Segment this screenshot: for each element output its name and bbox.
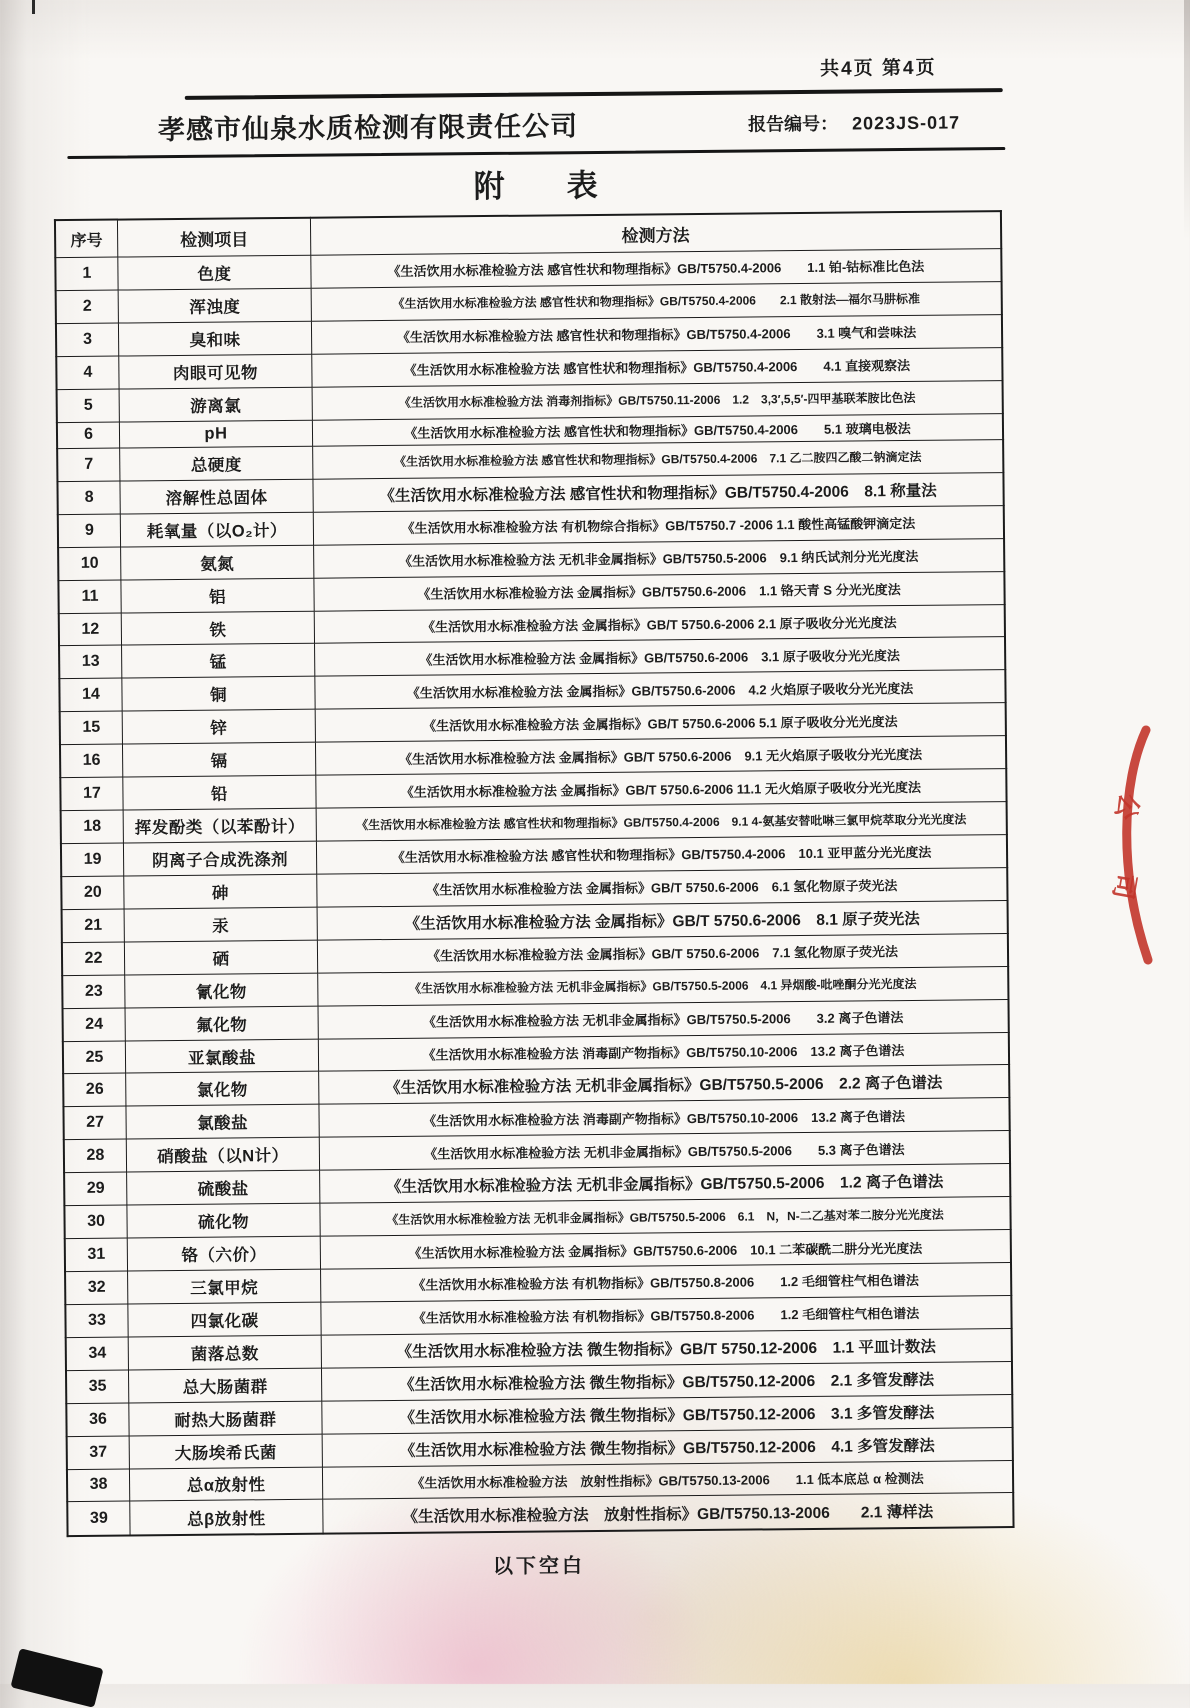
row-item: 砷 <box>124 874 317 909</box>
row-number: 22 <box>62 942 125 976</box>
row-number: 24 <box>63 1008 126 1042</box>
row-method: 《生活饮用水标准检验方法 无机非金属指标》GB/T5750.5-2006 5.3 离子色谱法 <box>319 1131 1010 1171</box>
row-item: 氯化物 <box>126 1072 319 1107</box>
row-method: 《生活饮用水标准检验方法 消毒副产物指标》GB/T5750.10-2006 13.2 离子色谱法 <box>319 1098 1010 1138</box>
row-number: 38 <box>67 1469 130 1503</box>
row-number: 2 <box>56 290 119 324</box>
row-method: 《生活饮用水标准检验方法 金属指标》GB/T5750.6-2006 1.1 铬天青 S 分光光度法 <box>314 571 1005 611</box>
header-rule-top <box>185 88 1003 100</box>
row-number: 36 <box>66 1403 129 1437</box>
row-item: 总大肠菌群 <box>128 1368 321 1403</box>
row-number: 11 <box>58 580 121 614</box>
row-method: 《生活饮用水标准检验方法 感官性状和物理指标》GB/T5750.4-2006 8.1 称量法 <box>313 472 1004 512</box>
page-title: 附 表 <box>473 167 598 205</box>
row-number: 28 <box>64 1139 127 1173</box>
row-number: 13 <box>59 646 122 680</box>
row-number: 32 <box>65 1271 128 1305</box>
row-number: 25 <box>63 1041 126 1075</box>
row-number: 35 <box>66 1370 129 1404</box>
row-item: 氟化物 <box>125 1006 318 1041</box>
row-item: 氯酸盐 <box>126 1105 319 1140</box>
row-item: 镉 <box>122 742 315 777</box>
row-item: 大肠埃希氏菌 <box>129 1434 322 1469</box>
row-item: 锰 <box>122 644 315 679</box>
row-number: 20 <box>61 876 124 910</box>
row-number: 9 <box>58 514 121 548</box>
row-method: 《生活饮用水标准检验方法 感官性状和物理指标》GB/T5750.4-2006 3.1 嗅气和尝味法 <box>311 314 1002 354</box>
row-item: 四氯化碳 <box>128 1302 321 1337</box>
row-number: 12 <box>59 613 122 647</box>
below-blank-note: 以下空白 <box>492 1555 585 1579</box>
row-method: 《生活饮用水标准检验方法 感官性状和物理指标》GB/T5750.4-2006 9.1 4-氨基安替吡啉三氯甲烷萃取分光光度法 <box>316 802 1007 842</box>
row-method: 《生活饮用水标准检验方法 微生物指标》GB/T5750.12-2006 3.1 多管发酵法 <box>322 1394 1013 1434</box>
row-item: 阴离子合成洗涤剂 <box>123 841 316 876</box>
row-item: 氨氮 <box>121 545 314 580</box>
row-number: 6 <box>57 422 120 449</box>
row-item: 总α放射性 <box>129 1467 322 1502</box>
row-number: 18 <box>61 810 124 844</box>
row-method: 《生活饮用水标准检验方法 金属指标》GB/T 5750.6-2006 8.1 原子荧光法 <box>317 900 1008 940</box>
row-number: 19 <box>61 843 124 877</box>
row-method: 《生活饮用水标准检验方法 金属指标》GB/T5750.6-2006 10.1 二苯碳酰二肼分光光度法 <box>320 1230 1011 1270</box>
row-item: 肉眼可见物 <box>119 354 312 389</box>
row-number: 17 <box>60 777 123 811</box>
row-item: 硫酸盐 <box>127 1170 320 1205</box>
row-method: 《生活饮用水标准检验方法 感官性状和物理指标》GB/T5750.4-2006 7.1 乙二胺四乙酸二钠滴定法 <box>313 440 1004 480</box>
row-method: 《生活饮用水标准检验方法 金属指标》GB/T 5750.6-2006 9.1 无火焰原子吸收分光光度法 <box>315 736 1006 776</box>
table-body <box>55 249 1013 1537</box>
row-item: pH <box>119 420 312 448</box>
row-item: 锌 <box>122 710 315 745</box>
svg-text:司: 司 <box>1107 870 1142 902</box>
row-number: 7 <box>57 448 120 482</box>
row-item: 总硬度 <box>120 446 313 481</box>
row-method: 《生活饮用水标准检验方法 金属指标》GB/T 5750.6-2006 2.1 原子吸收分光光度法 <box>314 604 1005 644</box>
row-method: 《生活饮用水标准检验方法 有机物综合指标》GB/T5750.7 -2006 1.1 酸性高锰酸钾滴定法 <box>313 505 1004 545</box>
row-item: 溶解性总固体 <box>120 479 313 514</box>
row-method: 《生活饮用水标准检验方法 感官性状和物理指标》GB/T5750.4-2006 1.1 铂-钴标准比色法 <box>311 249 1002 289</box>
row-item: 铝 <box>121 578 314 613</box>
row-number: 14 <box>59 678 122 712</box>
row-item: 三氯甲烷 <box>128 1269 321 1304</box>
row-number: 33 <box>65 1304 128 1338</box>
row-item: 游离氯 <box>119 387 312 422</box>
seal-text: 公 <box>1109 790 1146 824</box>
row-method: 《生活饮用水标准检验方法 感官性状和物理指标》GB/T5750.4-2006 4.1 直接观察法 <box>312 347 1003 387</box>
report-number-value: 2023JS-017 <box>851 112 961 134</box>
row-method: 《生活饮用水标准检验方法 放射性指标》GB/T5750.13-2006 2.1 薄样法 <box>323 1493 1014 1534</box>
row-number: 4 <box>56 356 119 390</box>
row-method: 《生活饮用水标准检验方法 有机物指标》GB/T5750.8-2006 1.2 毛细管柱气相色谱法 <box>321 1263 1012 1303</box>
row-method: 《生活饮用水标准检验方法 金属指标》GB/T 5750.6-2006 5.1 原子吸收分光光度法 <box>315 703 1006 743</box>
row-method: 《生活饮用水标准检验方法 消毒剂指标》GB/T5750.11-2006 1.2 3,3′,5,5′-四甲基联苯胺比色法 <box>312 380 1003 420</box>
row-method: 《生活饮用水标准检验方法 感官性状和物理指标》GB/T5750.4-2006 10.1 亚甲蓝分光光度法 <box>316 835 1007 875</box>
row-number: 29 <box>64 1172 127 1206</box>
row-method: 《生活饮用水标准检验方法 无机非金属指标》GB/T5750.5-2006 3.2 离子色谱法 <box>318 999 1009 1039</box>
company-name: 孝感市仙泉水质检测有限责任公司 <box>157 111 579 146</box>
row-item: 耐热大肠菌群 <box>129 1401 322 1436</box>
row-item: 氰化物 <box>125 973 318 1008</box>
row-number: 1 <box>55 257 118 291</box>
row-method: 《生活饮用水标准检验方法 无机非金属指标》GB/T5750.5-2006 9.1 纳氏试剂分光光度法 <box>314 538 1005 578</box>
page-count: 共4页 第4页 <box>820 57 937 80</box>
row-number: 37 <box>67 1436 130 1470</box>
row-item: 硒 <box>124 940 317 975</box>
row-method: 《生活饮用水标准检验方法 微生物指标》GB/T5750.12-2006 2.1 多管发酵法 <box>321 1361 1012 1401</box>
row-item: 挥发酚类（以苯酚计） <box>123 808 316 843</box>
test-methods-table <box>54 210 1015 1537</box>
row-number: 5 <box>57 389 120 423</box>
row-item: 铜 <box>122 677 315 712</box>
row-method: 《生活饮用水标准检验方法 微生物指标》GB/T5750.12-2006 4.1 多管发酵法 <box>322 1427 1013 1467</box>
row-method: 《生活饮用水标准检验方法 微生物指标》GB/T 5750.12-2006 1.1 平皿计数法 <box>321 1328 1012 1368</box>
row-number: 10 <box>58 547 121 581</box>
column-header-item: 检测项目 <box>117 218 310 257</box>
report-number-label: 报告编号： <box>747 113 839 135</box>
row-method: 《生活饮用水标准检验方法 无机非金属指标》GB/T5750.5-2006 2.2 离子色谱法 <box>319 1065 1010 1105</box>
row-method: 《生活饮用水标准检验方法 无机非金属指标》GB/T5750.5-2006 6.1 N，N-二乙基对苯二胺分光光度法 <box>320 1197 1011 1237</box>
row-method: 《生活饮用水标准检验方法 放射性指标》GB/T5750.13-2006 1.1 低本底总 α 检测法 <box>322 1460 1013 1500</box>
column-header-method: 检测方法 <box>310 211 1001 255</box>
row-number: 26 <box>63 1073 126 1107</box>
row-item: 臭和味 <box>118 321 311 356</box>
row-method: 《生活饮用水标准检验方法 无机非金属指标》GB/T5750.5-2006 4.1 异烟酸-吡唑酮分光光度法 <box>318 966 1009 1006</box>
row-method: 《生活饮用水标准检验方法 金属指标》GB/T5750.6-2006 3.1 原子吸收分光光度法 <box>315 637 1006 677</box>
row-number: 27 <box>63 1106 126 1140</box>
row-item: 汞 <box>124 907 317 942</box>
row-method: 《生活饮用水标准检验方法 感官性状和物理指标》GB/T5750.4-2006 5.1 玻璃电极法 <box>312 413 1003 446</box>
row-number: 21 <box>62 909 125 943</box>
row-number: 39 <box>67 1501 130 1536</box>
row-method: 《生活饮用水标准检验方法 消毒副产物指标》GB/T5750.10-2006 13.2 离子色谱法 <box>318 1032 1009 1072</box>
row-method: 《生活饮用水标准检验方法 无机非金属指标》GB/T5750.5-2006 1.2 离子色谱法 <box>320 1164 1011 1204</box>
row-method: 《生活饮用水标准检验方法 金属指标》GB/T 5750.6-2006 6.1 氢化物原子荧光法 <box>317 867 1008 907</box>
report-number <box>748 108 960 136</box>
row-method: 《生活饮用水标准检验方法 金属指标》GB/T 5750.6-2006 11.1 无火焰原子吸收分光光度法 <box>316 769 1007 809</box>
row-method: 《生活饮用水标准检验方法 有机物指标》GB/T5750.8-2006 1.2 毛细管柱气相色谱法 <box>321 1295 1012 1335</box>
row-number: 23 <box>62 975 125 1009</box>
row-item: 总β放射性 <box>130 1500 323 1536</box>
row-number: 3 <box>56 323 119 357</box>
row-item: 铬（六价） <box>127 1236 320 1271</box>
row-method: 《生活饮用水标准检验方法 金属指标》GB/T5750.6-2006 4.2 火焰原子吸收分光光度法 <box>315 670 1006 710</box>
row-item: 色度 <box>118 255 311 290</box>
row-number: 16 <box>60 744 123 778</box>
column-header-number: 序号 <box>55 220 118 258</box>
row-item: 铅 <box>123 775 316 810</box>
row-method: 《生活饮用水标准检验方法 感官性状和物理指标》GB/T5750.4-2006 2.1 散射法—福尔马肼标准 <box>311 282 1002 322</box>
row-number: 15 <box>60 711 123 745</box>
row-item: 浑浊度 <box>118 288 311 323</box>
row-item: 硫化物 <box>127 1203 320 1238</box>
row-item: 菌落总数 <box>128 1335 321 1370</box>
row-number: 30 <box>64 1205 127 1239</box>
row-item: 亚氯酸盐 <box>125 1039 318 1074</box>
row-method: 《生活饮用水标准检验方法 金属指标》GB/T 5750.6-2006 7.1 氢化物原子荧光法 <box>317 933 1008 973</box>
row-item: 耗氧量（以O₂计） <box>120 512 313 547</box>
row-number: 8 <box>57 481 120 515</box>
row-number: 31 <box>65 1238 128 1272</box>
row-item: 硝酸盐（以N计） <box>126 1137 319 1172</box>
row-item: 铁 <box>121 611 314 646</box>
row-number: 34 <box>66 1337 129 1371</box>
